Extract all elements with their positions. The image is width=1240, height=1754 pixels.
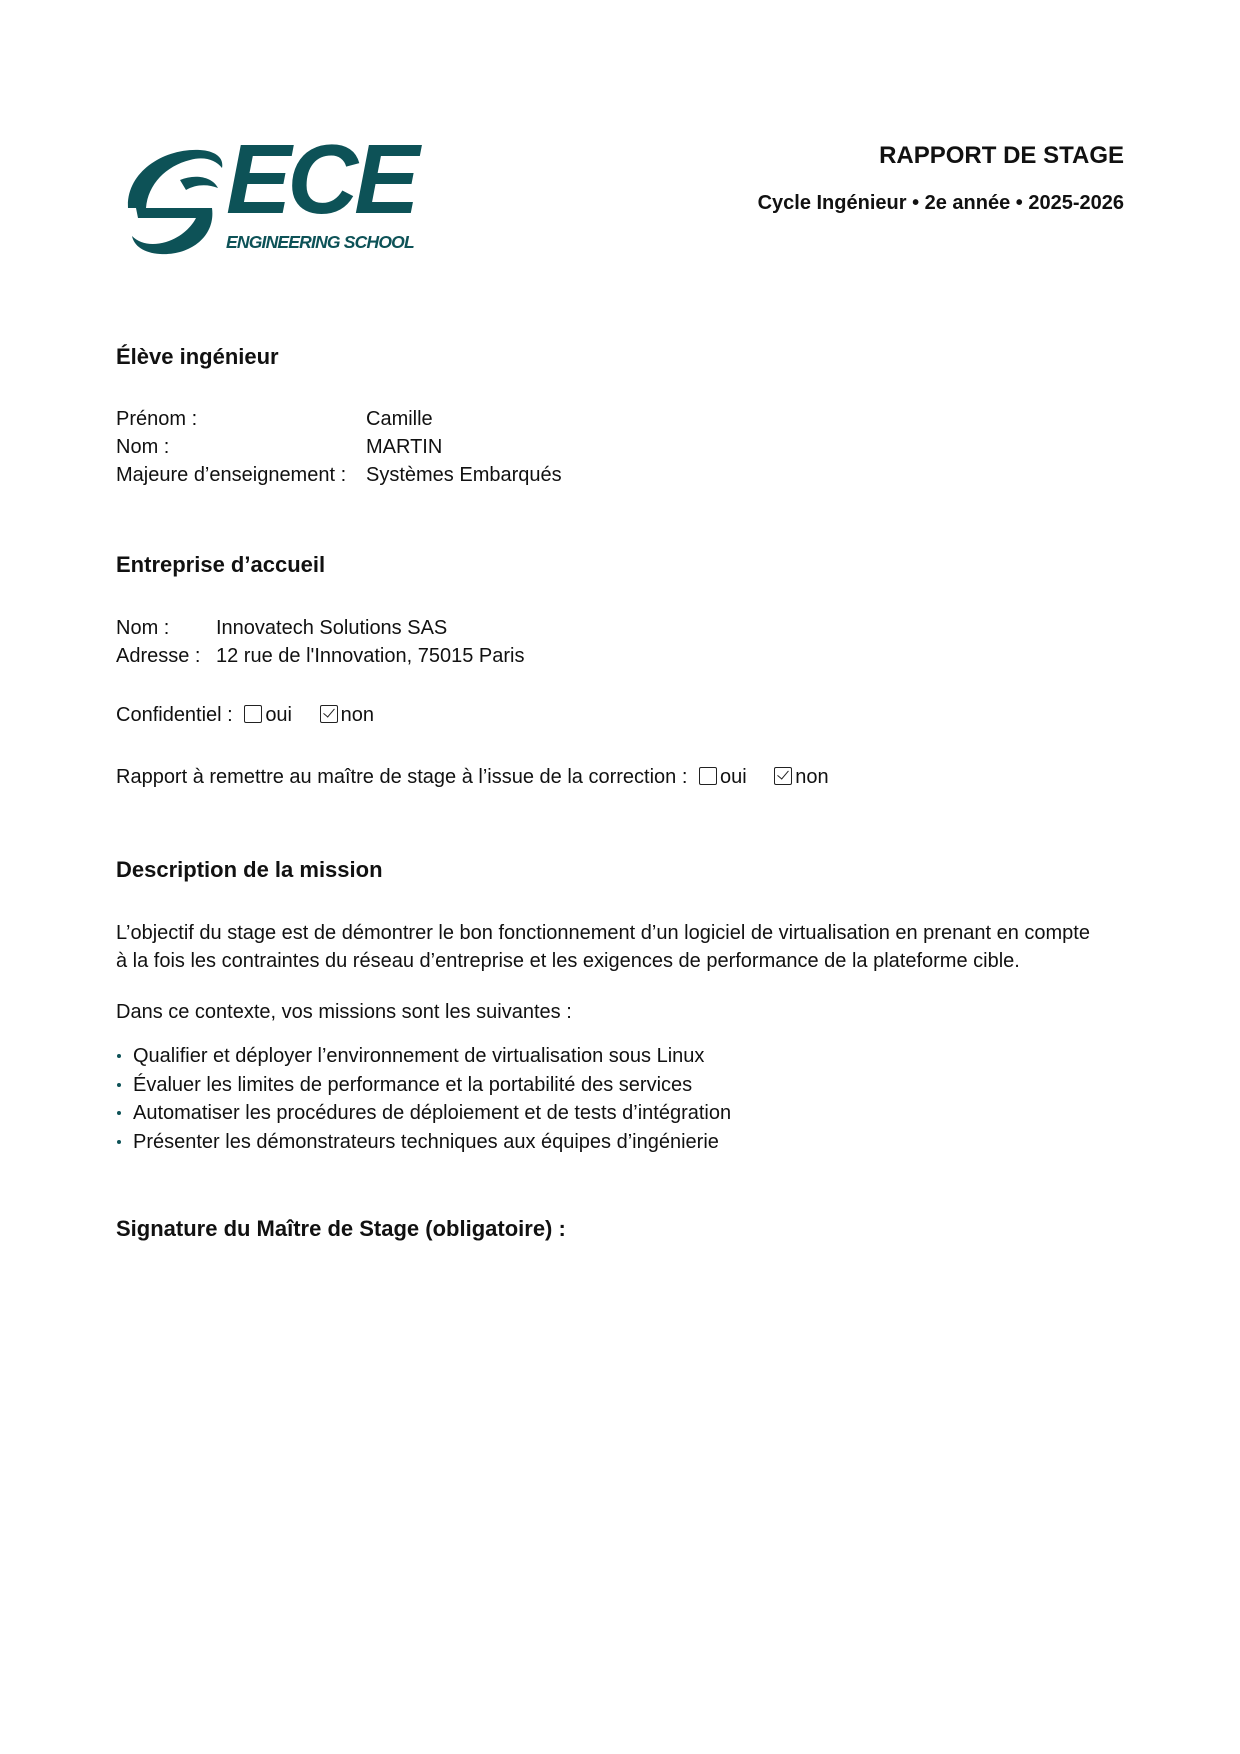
- field-label: Adresse :: [116, 645, 201, 667]
- student-lastname-row: [116, 433, 562, 461]
- mission-lead: Dans ce contexte, vos missions sont les suivantes :: [116, 1001, 572, 1023]
- confidential-row: [116, 701, 396, 729]
- option-label: oui: [719, 766, 747, 788]
- field-label: Nom :: [116, 436, 170, 458]
- list-item: [116, 1071, 731, 1100]
- field-value: Camille: [366, 408, 433, 430]
- field-value: Innovatech Solutions SAS: [216, 617, 448, 639]
- checkbox-icon[interactable]: [699, 767, 717, 785]
- bullet-icon: [117, 1083, 121, 1087]
- company-address-row: [116, 642, 524, 670]
- return-option-oui[interactable]: [699, 763, 747, 791]
- ece-swoosh-icon: [116, 144, 226, 260]
- confidential-label: Confidentiel :: [116, 704, 233, 726]
- list-item-text: Qualifier et déployer l’environnement de virtualisation sous Linux: [133, 1045, 705, 1067]
- bullet-icon: [117, 1140, 121, 1144]
- return-option-non[interactable]: [774, 763, 828, 791]
- confidential-option-oui[interactable]: [244, 701, 292, 729]
- mission-intro-line-2: à la fois les contraintes du réseau d’entreprise et les exigences de performance de la plateforme cible.: [116, 950, 1020, 972]
- field-label: Prénom :: [116, 408, 198, 430]
- report-subtitle: Cycle Ingénieur • 2e année • 2025-2026: [757, 192, 1124, 214]
- signature-heading: Signature du Maître de Stage (obligatoire) :: [116, 1216, 566, 1241]
- checkbox-icon[interactable]: [244, 705, 262, 723]
- student-heading: Élève ingénieur: [116, 344, 279, 369]
- confidential-option-non[interactable]: [320, 701, 374, 729]
- field-value: MARTIN: [366, 436, 443, 458]
- return-report-label: Rapport à remettre au maître de stage à l’issue de la correction :: [116, 766, 688, 788]
- mission-list: [116, 1042, 731, 1156]
- checkbox-icon[interactable]: [320, 705, 338, 723]
- list-item-text: Évaluer les limites de performance et la portabilité des services: [133, 1073, 693, 1096]
- mission-heading: Description de la mission: [116, 857, 383, 882]
- logo-wordmark: ECE: [226, 124, 416, 234]
- bullet-icon: [117, 1111, 121, 1115]
- student-major-row: [116, 461, 562, 489]
- option-label: non: [795, 766, 829, 788]
- list-item-text: Présenter les démonstrateurs techniques aux équipes d’ingénierie: [133, 1130, 719, 1153]
- ece-logo: [116, 124, 456, 260]
- list-item-text: Automatiser les procédures de déploiement et de tests d’intégration: [133, 1102, 732, 1124]
- logo-subtitle: ENGINEERING SCHOOL: [226, 232, 414, 252]
- company-heading: Entreprise d’accueil: [116, 552, 326, 577]
- company-name-row: [116, 614, 524, 642]
- return-report-row: [116, 763, 851, 791]
- report-title: RAPPORT DE STAGE: [879, 142, 1124, 169]
- field-value: 12 rue de l'Innovation, 75015 Paris: [216, 645, 525, 667]
- field-label: Nom :: [116, 617, 170, 639]
- company-fields: [116, 614, 524, 670]
- bullet-icon: [117, 1054, 121, 1058]
- mission-intro-line-1: L’objectif du stage est de démontrer le bon fonctionnement d’un logiciel de virtualisation en prenant en compte: [116, 922, 1090, 944]
- list-item: [116, 1128, 731, 1157]
- field-value: Systèmes Embarqués: [366, 464, 562, 486]
- field-label: Majeure d’enseignement :: [116, 464, 347, 486]
- list-item: [116, 1099, 731, 1128]
- student-firstname-row: [116, 405, 562, 433]
- option-label: oui: [265, 704, 293, 726]
- signature-area[interactable]: [116, 1260, 1124, 1560]
- option-label: non: [340, 704, 374, 726]
- list-item: [116, 1042, 731, 1071]
- student-fields: [116, 405, 562, 489]
- checkbox-icon[interactable]: [774, 767, 792, 785]
